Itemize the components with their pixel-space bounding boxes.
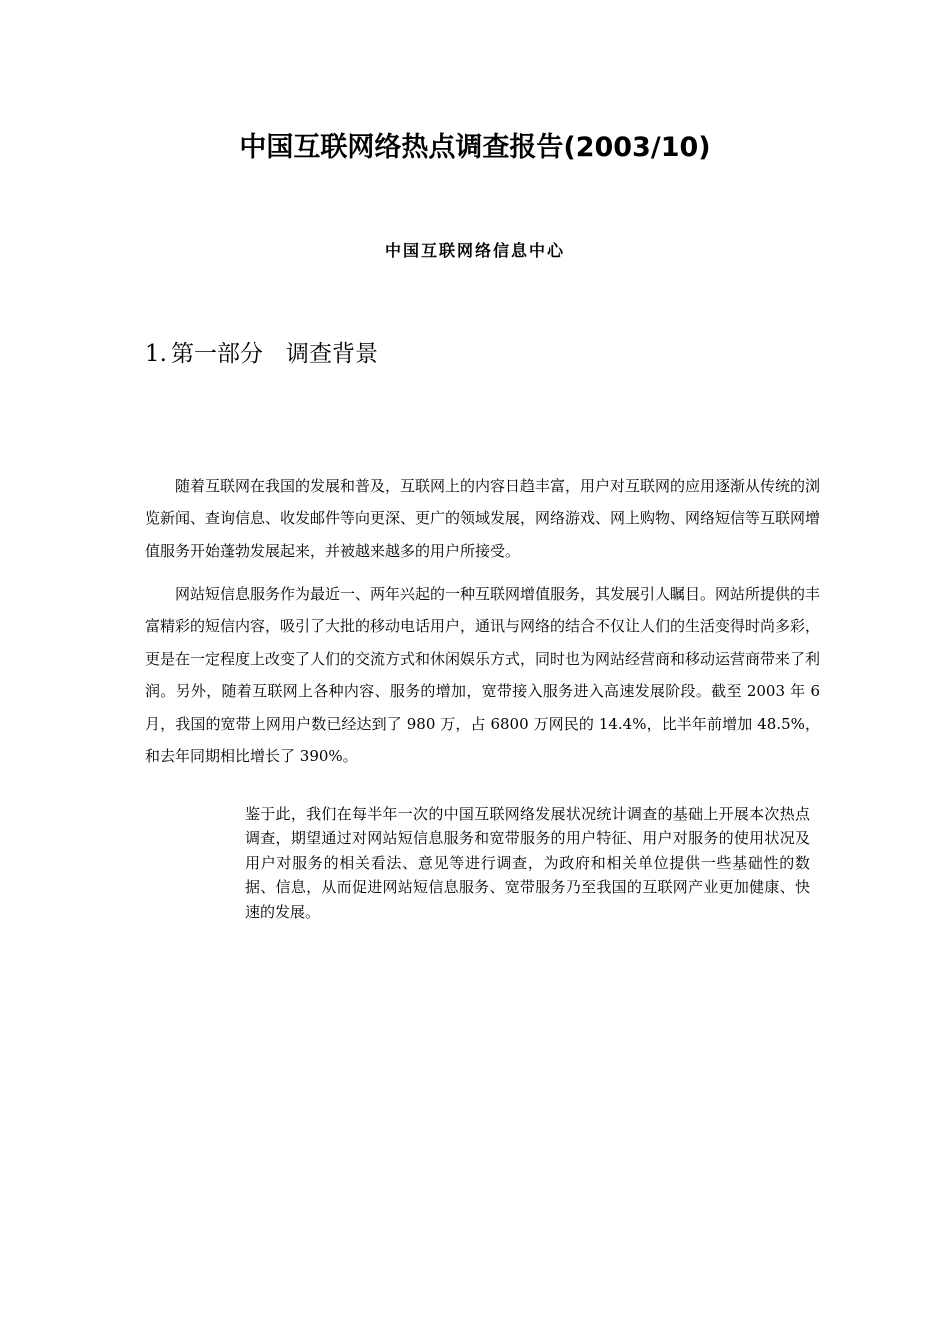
- paragraph-1: 随着互联网在我国的发展和普及，互联网上的内容日趋丰富，用户对互联网的应用逐渐从传统的浏览新闻、查询信息、收发邮件等向更深、更广的领域发展，网络游戏、网上购物、网络短信等互联网增值服务开始蓬勃发展起来，并被越来越多的用户所接受。: [145, 477, 821, 560]
- paragraph-2: 网站短信息服务作为最近一、两年兴起的一种互联网增值服务，其发展引人瞩目。网站所提供的丰富精彩的短信内容，吸引了大批的移动电话用户，通讯与网络的结合不仅让人们的生活变得时尚多彩，更是在一定程度上改变了人们的交流方式和休闲娱乐方式，同时也为网站经营商和移动运营商带来了利润。另外，随着互联网上各种内容、服务的增加，宽带接入服务进入高速发展阶段。截至 2003 年 6 月，我国的宽带上网用户数已经达到了 980 万，占 6800 万网民的 14.4%，比半年前增加 48.5%，和去年同期相比增长了 390%。: [145, 585, 821, 766]
- document-title: 中国互联网络热点调查报告(2003/10): [239, 132, 711, 163]
- section-heading: [145, 336, 378, 372]
- section-number: 1.: [145, 341, 167, 367]
- section-title: 第一部分 调查背景: [170, 341, 378, 367]
- document-author: 中国互联网络信息中心: [384, 241, 565, 260]
- paragraph-3: 鉴于此，我们在每半年一次的中国互联网络发展状况统计调查的基础上开展本次热点调查，期望通过对网站短信息服务和宽带服务的用户特征、用户对服务的使用状况及用户对服务的相关看法、意见等进行调查，为政府和相关单位提供一些基础性的数据、信息，从而促进网站短信息服务、宽带服务乃至我国的互联网产业更加健康、快速的发展。: [245, 805, 810, 921]
